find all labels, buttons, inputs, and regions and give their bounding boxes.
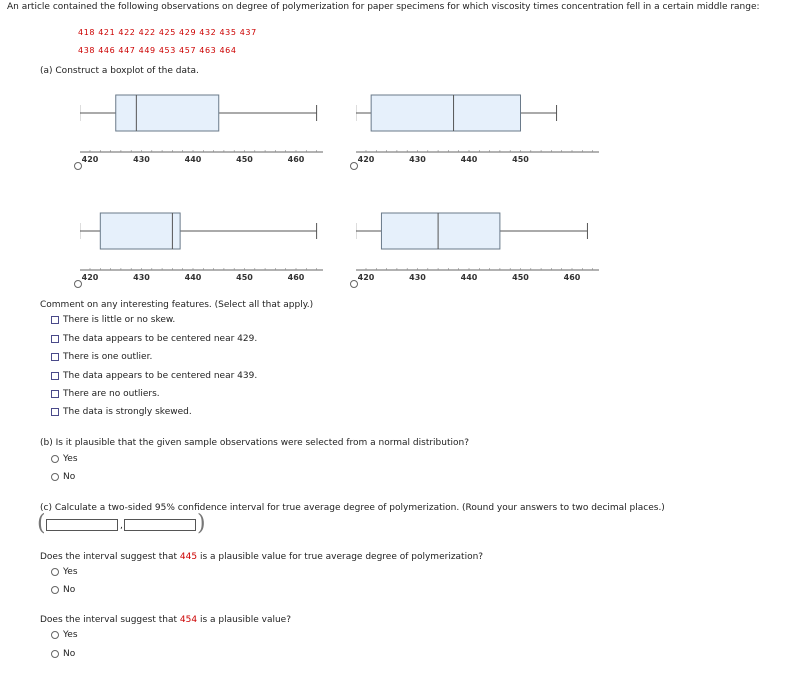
tick-label: 460 [563, 273, 581, 282]
q445-no-label: No [63, 585, 76, 595]
ci-comma: , [120, 521, 123, 531]
q445-yes-radio[interactable] [51, 568, 59, 576]
part-b-label: (b) Is it plausible that the given sample observations were selected from a normal distribution? [40, 438, 469, 448]
tick-label: 440 [460, 273, 478, 282]
tick-label: 420 [81, 273, 99, 282]
option-1-checkbox[interactable] [51, 316, 59, 324]
tick-label: 430 [133, 155, 150, 164]
option-6-label: The data is strongly skewed. [63, 407, 192, 417]
box-iqr [371, 95, 520, 131]
tick-label: 430 [409, 273, 426, 282]
part-b-no-radio[interactable] [51, 473, 59, 481]
option-4-checkbox[interactable] [51, 372, 59, 380]
boxplot-b [356, 88, 616, 178]
tick-label: 430 [409, 155, 426, 164]
option-5-label: There are no outliers. [63, 389, 160, 399]
boxplot-d [356, 206, 616, 296]
tick-label: 420 [357, 273, 375, 282]
q454-text: Does the interval suggest that 454 is a plausible value? [40, 615, 291, 625]
option-5-checkbox[interactable] [51, 390, 59, 398]
part-b-yes-label: Yes [63, 454, 78, 464]
data-row-1: 418 421 422 422 425 429 432 435 437 [78, 28, 257, 37]
ci-open-paren: ( [37, 511, 46, 536]
boxplot-c [80, 206, 340, 296]
tick-label: 450 [512, 155, 529, 164]
ci-lower-input[interactable] [46, 519, 118, 531]
option-3-checkbox[interactable] [51, 353, 59, 361]
box-iqr [116, 95, 219, 131]
comment-prompt: Comment on any interesting features. (Select all that apply.) [40, 300, 314, 310]
q445-text: Does the interval suggest that 445 is a plausible value for true average degree of polymerization? [40, 552, 484, 562]
box-iqr [381, 213, 499, 249]
tick-label: 460 [287, 155, 305, 164]
part-b-yes-radio[interactable] [51, 455, 59, 463]
intro-text: An article contained the following observations on degree of polymerization for paper specimens for which viscosity times concentration fell in a certain middle range: [7, 2, 760, 12]
tick-label: 440 [184, 155, 202, 164]
option-2-label: The data appears to be centered near 429. [63, 334, 258, 344]
part-c-label: (c) Calculate a two-sided 95% confidence interval for true average degree of polymerization. (Round your answers to two decimal places.) [40, 503, 665, 513]
tick-label: 440 [184, 273, 202, 282]
part-a-label: (a) Construct a boxplot of the data. [40, 66, 199, 76]
tick-label: 450 [236, 155, 253, 164]
ci-close-paren: ) [197, 511, 206, 536]
tick-label: 450 [236, 273, 253, 282]
option-3-label: There is one outlier. [63, 352, 153, 362]
option-6-checkbox[interactable] [51, 408, 59, 416]
tick-label: 430 [133, 273, 150, 282]
tick-label: 450 [512, 273, 529, 282]
tick-label: 420 [357, 155, 375, 164]
q454-no-radio[interactable] [51, 650, 59, 658]
data-row-2: 438 446 447 449 453 457 463 464 [78, 46, 237, 55]
q445-no-radio[interactable] [51, 586, 59, 594]
ci-upper-input[interactable] [124, 519, 196, 531]
tick-label: 420 [81, 155, 99, 164]
option-4-label: The data appears to be centered near 439. [63, 371, 258, 381]
part-b-no-label: No [63, 472, 76, 482]
tick-label: 440 [460, 155, 478, 164]
q454-yes-radio[interactable] [51, 631, 59, 639]
tick-label: 460 [287, 273, 305, 282]
boxplot-a [80, 88, 340, 178]
option-1-label: There is little or no skew. [63, 315, 176, 325]
box-iqr [100, 213, 180, 249]
q454-yes-label: Yes [63, 630, 78, 640]
option-2-checkbox[interactable] [51, 335, 59, 343]
q454-no-label: No [63, 649, 76, 659]
q445-yes-label: Yes [63, 567, 78, 577]
